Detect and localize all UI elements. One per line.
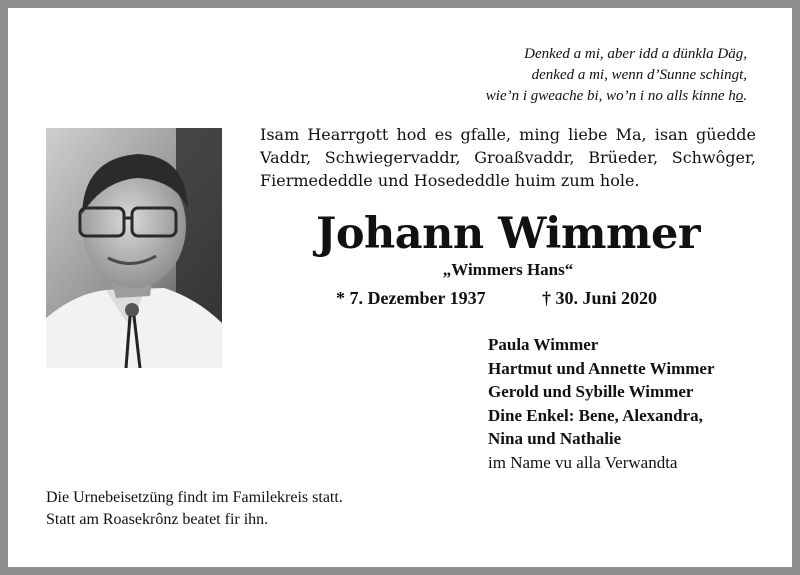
mourner-line: Dine Enkel: Bene, Alexandra,	[488, 405, 703, 425]
mourner-line: Paula Wimmer	[488, 335, 599, 354]
death-date: † 30. Juni 2020	[542, 288, 658, 308]
poem-line-3-main: wie’n i gweache bi, wo’n i no alls kinne h	[485, 88, 736, 104]
mourners-list	[488, 333, 788, 474]
portrait-photo	[46, 128, 222, 368]
obituary-notice	[8, 8, 792, 567]
mourner-line: Hartmut und Annette Wimmer	[488, 358, 715, 378]
poem-line-3-underlined: o	[735, 88, 744, 104]
mourner-line: Nina und Nathalie	[488, 429, 622, 448]
intro-text: Isam Hearrgott hod es gfalle, ming liebe Ma, isan güedde Vaddr, Schwiegervaddr, Groaßvaddr, Brüeder, Schwôger, Fiermededdle und Hosededdle huim zum hole.	[260, 125, 756, 190]
portrait-photo-icon	[46, 128, 222, 368]
funeral-info-line-1: Die Urnebeisetzüng findt im Familekreis statt.	[46, 489, 343, 506]
poem-line-1: Denked a mi, aber idd a dünkla Däg,	[524, 46, 747, 62]
deceased-nickname: „Wimmers Hans“	[442, 260, 574, 279]
birth-date: * 7. Dezember 1937	[336, 288, 486, 308]
poem-line-2: denked a mi, wenn d’Sunne schingt,	[531, 67, 747, 83]
funeral-info	[46, 487, 506, 531]
mourner-line: Gerold und Sybille Wimmer	[488, 382, 694, 401]
poem-line-3	[8, 86, 747, 107]
deceased-name: Johann Wimmer	[315, 209, 701, 259]
memorial-poem	[8, 44, 747, 107]
poem-line-3-end: .	[743, 88, 747, 104]
funeral-info-line-2: Statt am Roasekrônz beatet fir ihn.	[46, 511, 269, 528]
mourners-closing: im Name vu alla Verwandta	[488, 452, 678, 472]
